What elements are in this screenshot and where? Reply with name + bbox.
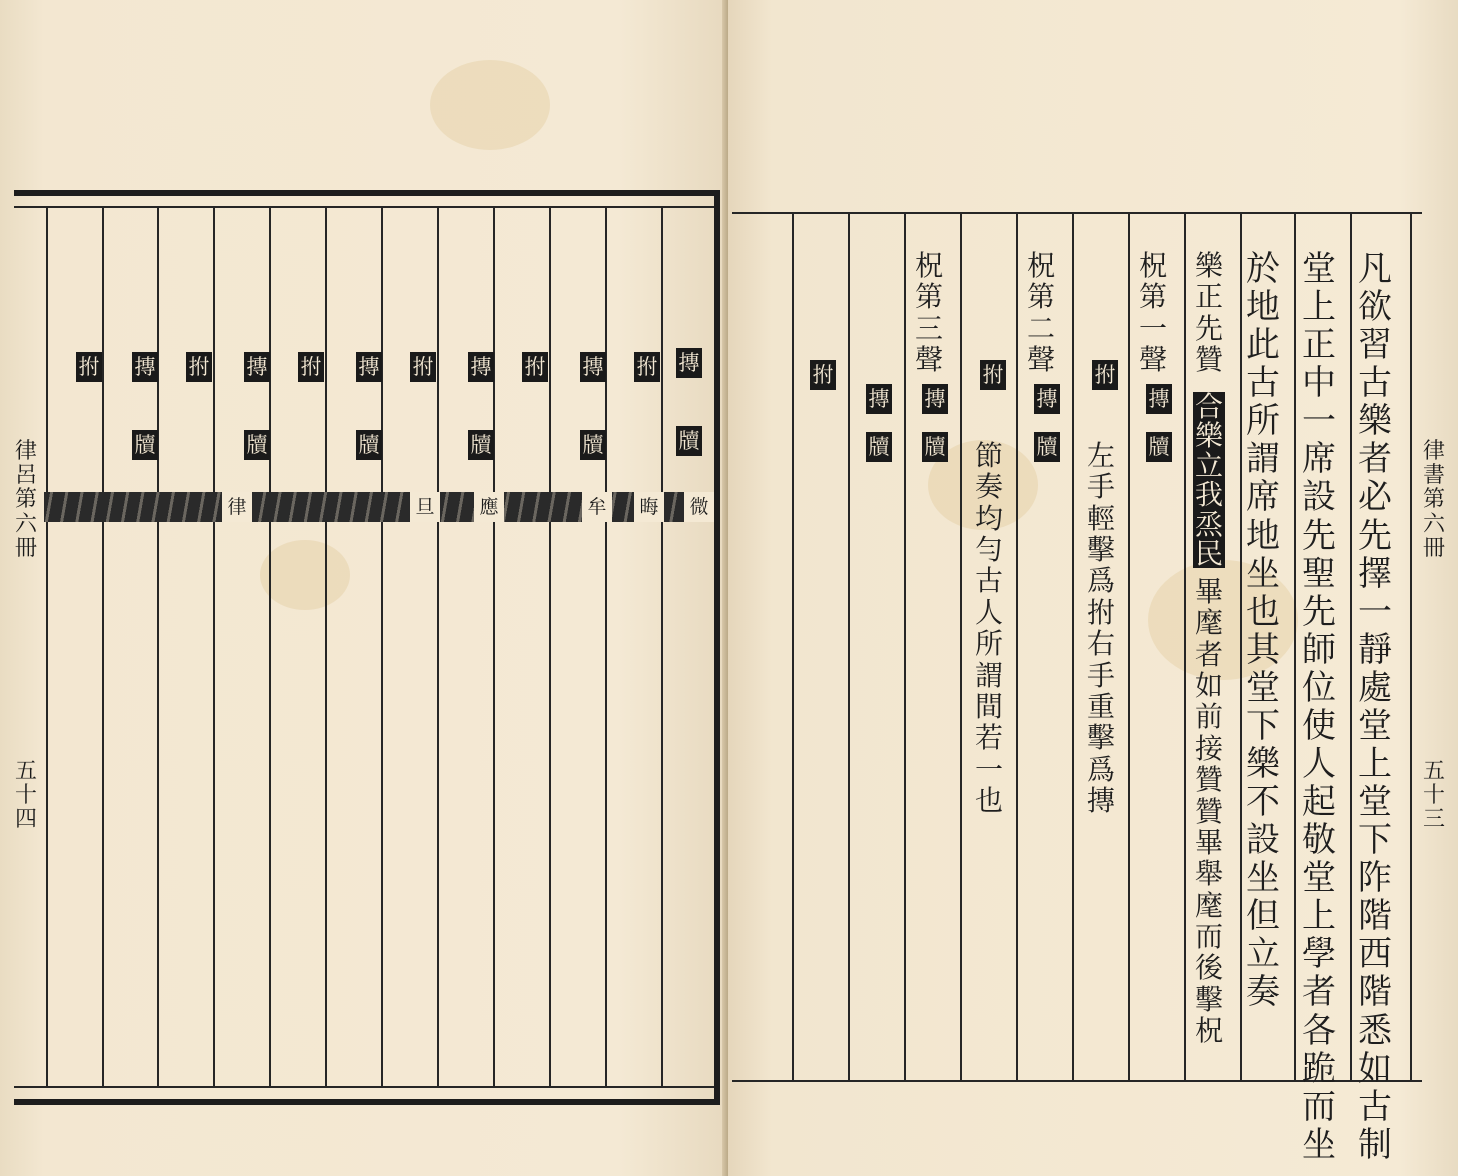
glyph-box: 摶 xyxy=(866,384,892,414)
right-inner-top-rule xyxy=(732,212,1422,214)
glyph-box: 牘 xyxy=(468,430,494,460)
column-rule xyxy=(549,206,551,1086)
band-glyph: 微 xyxy=(684,492,714,522)
text-column: 左手輕擊爲拊右手重擊爲摶 xyxy=(1086,439,1115,817)
left-page xyxy=(0,0,728,1176)
left-center-title: 律呂第六冊 xyxy=(14,439,37,561)
column-rule xyxy=(1410,212,1412,1080)
left-border-frame xyxy=(14,190,720,1105)
right-folio: 五十三 xyxy=(1422,759,1445,833)
glyph-box: 拊 xyxy=(634,352,660,382)
column-rule xyxy=(848,212,850,1080)
column-rule xyxy=(381,206,383,1086)
column-rule xyxy=(904,212,906,1080)
glyph-box: 拊 xyxy=(298,352,324,382)
glyph-box: 摶 xyxy=(244,352,270,382)
glyph-box: 拊 xyxy=(186,352,212,382)
glyph-box: 拊 xyxy=(76,352,102,382)
glyph-box: 摶 xyxy=(132,352,158,382)
glyph-box: 拊 xyxy=(522,352,548,382)
column-rule xyxy=(437,206,439,1086)
column-rule xyxy=(1184,212,1186,1080)
text-column: 凡欲習古樂者必先擇一靜處堂上堂下阼階西階悉如古制 xyxy=(1358,249,1392,1165)
column-rule xyxy=(661,206,663,1086)
glyph-box: 牘 xyxy=(356,430,382,460)
text-column: 節奏均勻古人所謂間若一也 xyxy=(974,439,1003,817)
left-inner-bottom-rule xyxy=(14,1086,714,1088)
glyph-box: 摶 xyxy=(1146,384,1172,414)
glyph-box: 摶 xyxy=(580,352,606,382)
glyph-box: 牘 xyxy=(1034,432,1060,462)
column-rule xyxy=(269,206,271,1086)
column-rule xyxy=(102,206,104,1086)
glyph-box: 摶 xyxy=(356,352,382,382)
glyph-box: 牘 xyxy=(580,430,606,460)
left-inner-top-rule xyxy=(14,206,714,208)
column-rule xyxy=(325,206,327,1086)
text-column: 柷第三聲 xyxy=(914,249,943,377)
column-rule xyxy=(960,212,962,1080)
column-rule xyxy=(157,206,159,1086)
text-column: 於地此古所謂席地坐也其堂下樂不設坐但立奏 xyxy=(1246,249,1280,1013)
column-rule xyxy=(493,206,495,1086)
column-rule xyxy=(1294,212,1296,1080)
column-rule xyxy=(213,206,215,1086)
glyph-box: 牘 xyxy=(676,426,702,456)
column-rule xyxy=(46,206,48,1086)
band-glyph: 晦 xyxy=(634,492,664,522)
boxed-phrase: 合樂立我烝民 xyxy=(1194,390,1223,570)
text-column: 柷第二聲 xyxy=(1026,249,1055,377)
column-rule xyxy=(792,212,794,1080)
column-rule xyxy=(1072,212,1074,1080)
column-rule xyxy=(605,206,607,1086)
glyph-box: 摶 xyxy=(922,384,948,414)
band-glyph: 旦 xyxy=(410,492,440,522)
glyph-box: 拊 xyxy=(410,352,436,382)
glyph-box: 牘 xyxy=(244,430,270,460)
glyph-box: 牘 xyxy=(1146,432,1172,462)
paper-stain xyxy=(430,60,550,150)
text-column: 樂正先贊 xyxy=(1194,249,1223,377)
text-column: 柷第一聲 xyxy=(1138,249,1167,377)
band-glyph: 牟 xyxy=(582,492,612,522)
band-glyph: 應 xyxy=(474,492,504,522)
column-rule xyxy=(1240,212,1242,1080)
band-glyph: 律 xyxy=(222,492,252,522)
glyph-box: 牘 xyxy=(132,430,158,460)
glyph-box: 摶 xyxy=(676,348,702,378)
column-rule xyxy=(1016,212,1018,1080)
text-column: 畢麾者如前接贊贊畢舉麾而後擊柷 xyxy=(1194,575,1223,1048)
right-center-title: 律書第六冊 xyxy=(1422,439,1445,561)
glyph-box: 拊 xyxy=(810,360,836,390)
glyph-box: 摶 xyxy=(1034,384,1060,414)
dark-band xyxy=(44,492,714,522)
column-rule xyxy=(1128,212,1130,1080)
text-column: 堂上正中一席設先聖先師位使人起敬堂上學者各跪而坐 xyxy=(1302,249,1336,1165)
glyph-box: 牘 xyxy=(866,432,892,462)
glyph-box: 牘 xyxy=(922,432,948,462)
glyph-box: 拊 xyxy=(980,360,1006,390)
glyph-box: 摶 xyxy=(468,352,494,382)
glyph-box: 拊 xyxy=(1092,360,1118,390)
right-page xyxy=(728,0,1458,1176)
column-rule xyxy=(1350,212,1352,1080)
left-folio: 五十四 xyxy=(14,759,37,833)
